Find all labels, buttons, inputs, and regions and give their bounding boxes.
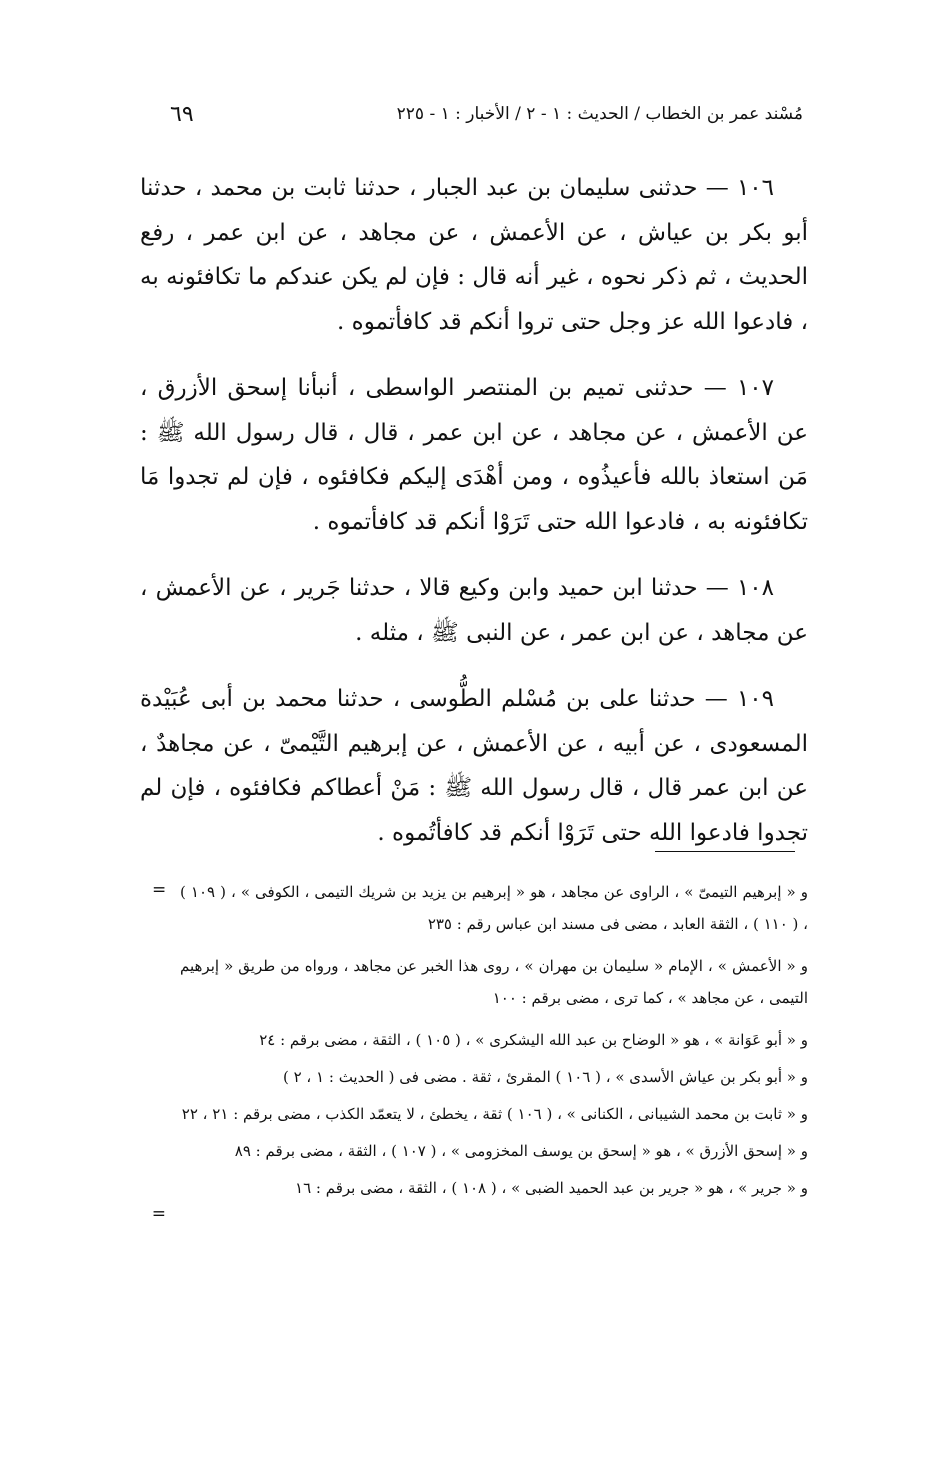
footnote-separator (655, 851, 795, 852)
footnote: و « إبرهيم التيمىّ » ، الراوى عن مجاهد ، هو « إبرهيم بن يزيد بن شريك التيمى ، الكوفى » ، ( ١٠٩ ) ، ( ١١٠ ) ، الثقة العابد ، مضى فى مسند ابن عباس رقم : ٢٣٥ (180, 883, 808, 933)
hadith-number: ١٠٦ — (705, 175, 774, 201)
footnote: و « أبو عَوَانة » ، هو « الوضاح بن عبد الله اليشكرى » ، ( ١٠٥ ) ، الثقة ، مضى برقم : ٢٤ (259, 1031, 808, 1049)
footnote: و « جرير » ، هو « جرير بن عبد الحميد الضبى » ، ( ١٠٨ ) ، الثقة ، مضى برقم : ١٦ (295, 1179, 808, 1197)
main-text (140, 166, 808, 877)
footnote: و « أبو بكر بن عياش الأسدى » ، ( ١٠٦ ) المقرئ ، ثقة . مضى فى ( الحديث : ١ ، ٢ ) (282, 1068, 808, 1086)
running-title: مُسْند عمر بن الخطاب / الحديث : ١ - ٢ / الأخبار : ١ - ٢٢٥ (396, 104, 803, 124)
hadith-paragraph (140, 366, 808, 544)
page-number: ٦٩ (170, 101, 194, 127)
hadith-paragraph (140, 677, 808, 855)
hadith-paragraph (140, 166, 808, 344)
footnote: و « الأعمش » ، الإمام « سليمان بن مهران » ، روى هذا الخبر عن مجاهد ، ورواه من طريق « إبرهيم التيمى ، عن مجاهد » ، كما ترى ، مضى برقم : ١٠٠ (180, 957, 808, 1007)
hadith-number: ١٠٨ — (705, 575, 775, 601)
hadith-text: حدثنا على بن مُسْلم الطُّوسى ، حدثنا محمد بن أبى عُبَيْدة المسعودى ، عن أبيه ، عن الأعمش ، عن إبرهيم التَّيْمىّ ، عن مجاهدٌ ، عن ابن عمر قال ، قال رسول الله ﷺ : مَنْ أعطاكم فكافئوه ، فإن لم تجدوا فادعوا الله حتى تَرَوْا أنكم قد كافأتُموه . (140, 686, 808, 846)
hadith-text: حدثنا ابن حميد وابن وكيع قالا ، حدثنا جَرير ، عن الأعمش ، عن مجاهد ، عن ابن عمر ، عن النبى ﷺ ، مثله . (140, 575, 808, 646)
footnote: و « إسحق الأزرق » ، هو « إسحق بن يوسف المخزومى » ، ( ١٠٧ ) ، الثقة ، مضى برقم : ٨٩ (234, 1142, 808, 1160)
footnote-continuation-mark: = (152, 880, 167, 900)
footnote-continues-mark: = (151, 1204, 166, 1224)
hadith-number: ١٠٩ — (704, 686, 775, 712)
page-header (170, 96, 803, 132)
hadith-number: ١٠٧ — (703, 375, 775, 401)
footnotes (180, 876, 808, 1209)
hadith-text: حدثنى تميم بن المنتصر الواسطى ، أنبأنا إسحق الأزرق ، عن الأعمش ، عن مجاهد ، عن ابن عمر ، قال ، قال رسول الله ﷺ : مَن استعاذ بالله فأعيذُوه ، ومن أهْدَى إليكم فكافئوه ، فإن لم تجدوا مَا تكافئونه به ، فادعوا الله حتى تَرَوْا أنكم قد كافأتموه . (140, 375, 808, 535)
footnote: و « ثابت بن محمد الشيبانى ، الكنانى » ، ( ١٠٦ ) ثقة ، يخطئ ، لا يتعمّد الكذب ، مضى برقم : ٢١ ، ٢٢ (181, 1105, 808, 1123)
hadith-text: حدثنى سليمان بن عبد الجبار ، حدثنا ثابت بن محمد ، حدثنا أبو بكر بن عياش ، عن الأعمش ، عن مجاهد ، عن ابن عمر ، رفع الحديث ، ثم ذكر نحوه ، غير أنه قال : فإن لم يكن عندكم ما تكافئونه به ، فادعوا الله عز وجل حتى تروا أنكم قد كافأتموه . (140, 175, 808, 335)
hadith-paragraph (140, 566, 808, 655)
